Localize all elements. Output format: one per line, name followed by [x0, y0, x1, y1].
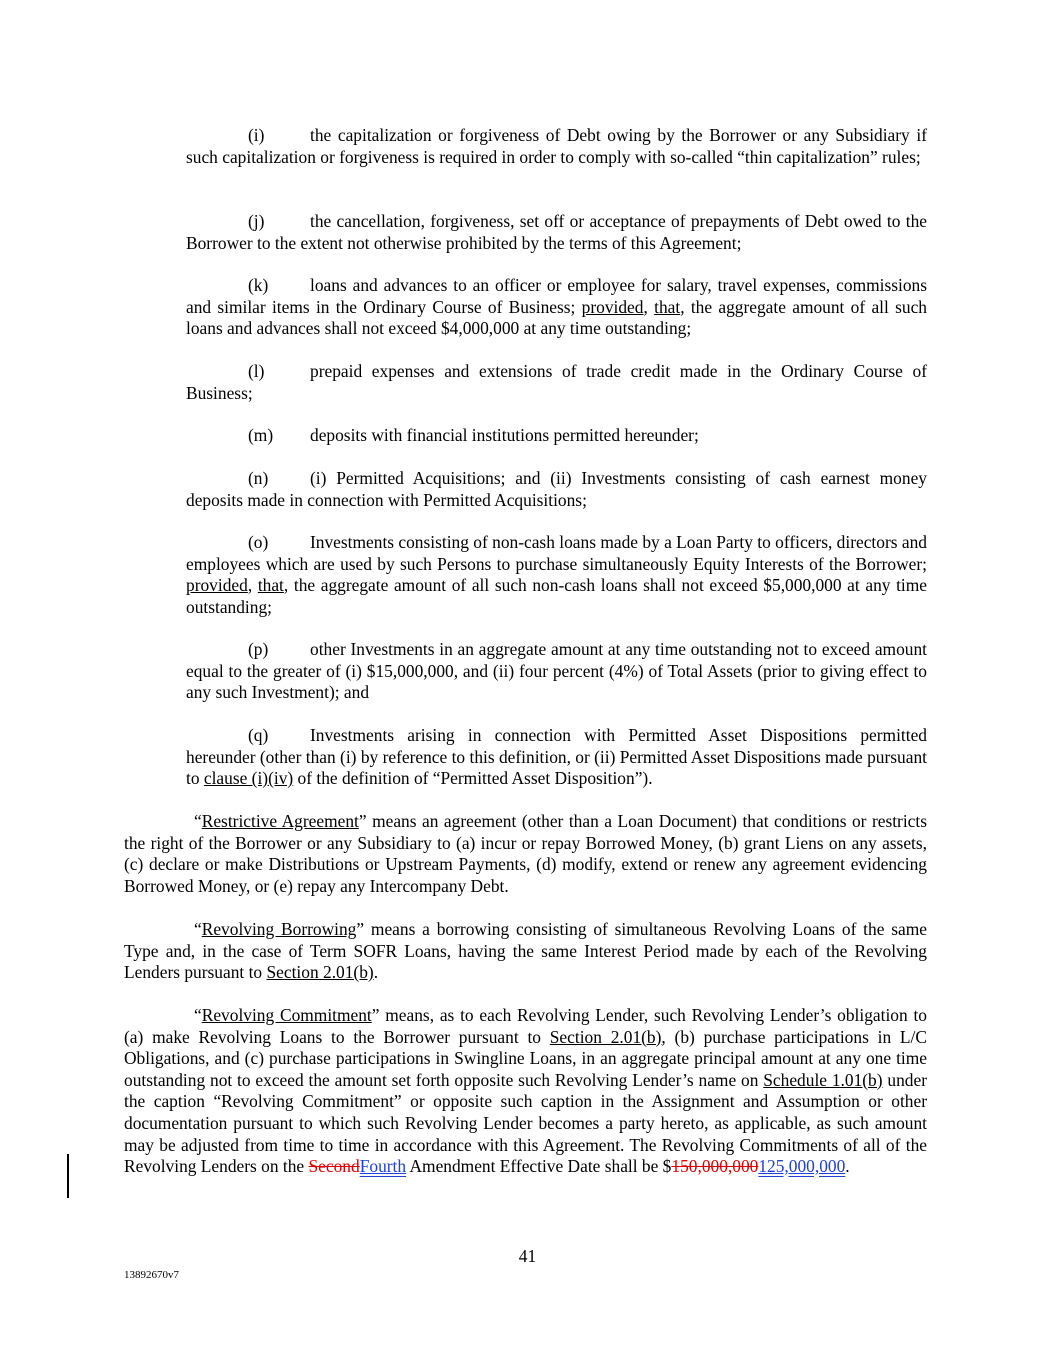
clause-k: (k) loans and advances to an officer or employee for salary, travel expenses, commissions and similar items in the Ordinary Course of Business; provided, that, the aggregate amount of all such loans and advances shall not exceed $4,000,000 at any time outstanding; [186, 275, 927, 339]
that-term: that [257, 575, 284, 596]
clause-p: (p) other Investments in an aggregate amount at any time outstanding not to exceed amount equal to the greater of (i) $15,000,000, and (ii) four percent (4%) of Total Assets (prior to giving effect to any such Investment); and [186, 639, 927, 703]
clause-q: (q) Investments arising in connection with Permitted Asset Dispositions permitted hereunder (other than (i) by reference to this definition, or (ii) Permitted Asset Dispositions made pursuant to clause (i)(iv) of the definition of “Permitted Asset Disposition”). [186, 725, 927, 789]
clause-l: (l) prepaid expenses and extensions of trade credit made in the Ordinary Course of Business; [186, 361, 927, 403]
defined-term: Revolving Borrowing [201, 919, 357, 939]
deleted-text: 150,000,000 [671, 1156, 759, 1177]
revision-change-bar [67, 1154, 69, 1198]
section-reference: Section 2.01(b) [266, 962, 374, 983]
that-term: that [654, 296, 681, 317]
provided-term: provided [186, 575, 248, 596]
clause-j: (j) the cancellation, forgiveness, set off or acceptance of prepayments of Debt owed to the Borrower to the extent not otherwise prohibited by the terms of this Agreement; [186, 211, 927, 253]
page-number: 41 [518, 1246, 537, 1266]
definition-revolving-borrowing: “Revolving Borrowing” means a borrowing consisting of simultaneous Revolving Loans of the same Type and, in the case of Term SOFR Loans, having the same Interest Period made by each of the Revolving Lenders pursuant to Section 2.01(b). [124, 919, 927, 983]
inserted-text: 125,000,000 [758, 1156, 846, 1177]
clause-reference: clause (i)(iv) [203, 768, 294, 789]
defined-term: Restrictive Agreement [201, 811, 359, 831]
clause-i: (i) the capitalization or forgiveness of Debt owing by the Borrower or any Subsidiary if such capitalization or forgiveness is required in order to comply with so-called “thin capitalization” rules; [186, 125, 927, 167]
defined-term: Revolving Commitment [201, 1005, 372, 1025]
section-reference: Section 2.01(b) [549, 1026, 662, 1047]
definition-restrictive-agreement: “Restrictive Agreement” means an agreement (other than a Loan Document) that conditions or restricts the right of the Borrower or any Subsidiary to (a) incur or repay Borrowed Money, (b) grant Liens on any assets, (c) declare or make Distributions or Upstream Payments, (d) modify, extend or renew any agreement evidencing Borrowed Money, or (e) repay any Intercompany Debt. [124, 811, 928, 896]
inserted-text: Fourth [359, 1156, 407, 1177]
clause-n: (n) (i) Permitted Acquisitions; and (ii) Investments consisting of cash earnest money deposits made in connection with Permitted Acquisitions; [186, 468, 927, 510]
document-id: 13892670v7 [124, 1269, 179, 1281]
definition-revolving-commitment: “Revolving Commitment” means, as to each Revolving Lender, such Revolving Lender’s obligation to (a) make Revolving Loans to the Borrower pursuant to Section 2.01(b), (b) purchase participations in L/C Obligations, and (c) purchase participations in Swingline Loans, in an aggregate principal amount at any one time outstanding not to exceed the amount set forth opposite such Revolving Lender’s name on Schedule 1.01(b) under the caption “Revolving Commitment” or opposite such caption in the Assignment and Assumption or other documentation pursuant to which such Revolving Lender becomes a party hereto, as applicable, as such amount may be adjusted from time to time in accordance with this Agreement. The Revolving Commitments of all of the Revolving Lenders on the SecondFourth Amendment Effective Date shall be $150,000,000125,000,000. [124, 1005, 927, 1177]
clause-o: (o) Investments consisting of non-cash loans made by a Loan Party to officers, directors and employees which are used by such Persons to purchase simultaneously Equity Interests of the Borrower; provided, that, the aggregate amount of all such non-cash loans shall not exceed $5,000,000 at any time outstanding; [186, 532, 927, 617]
clause-m: (m) deposits with financial institutions permitted hereunder; [248, 425, 699, 445]
provided-term: provided [581, 296, 644, 317]
deleted-text: Second [308, 1156, 360, 1177]
schedule-reference: Schedule 1.01(b) [763, 1069, 883, 1090]
